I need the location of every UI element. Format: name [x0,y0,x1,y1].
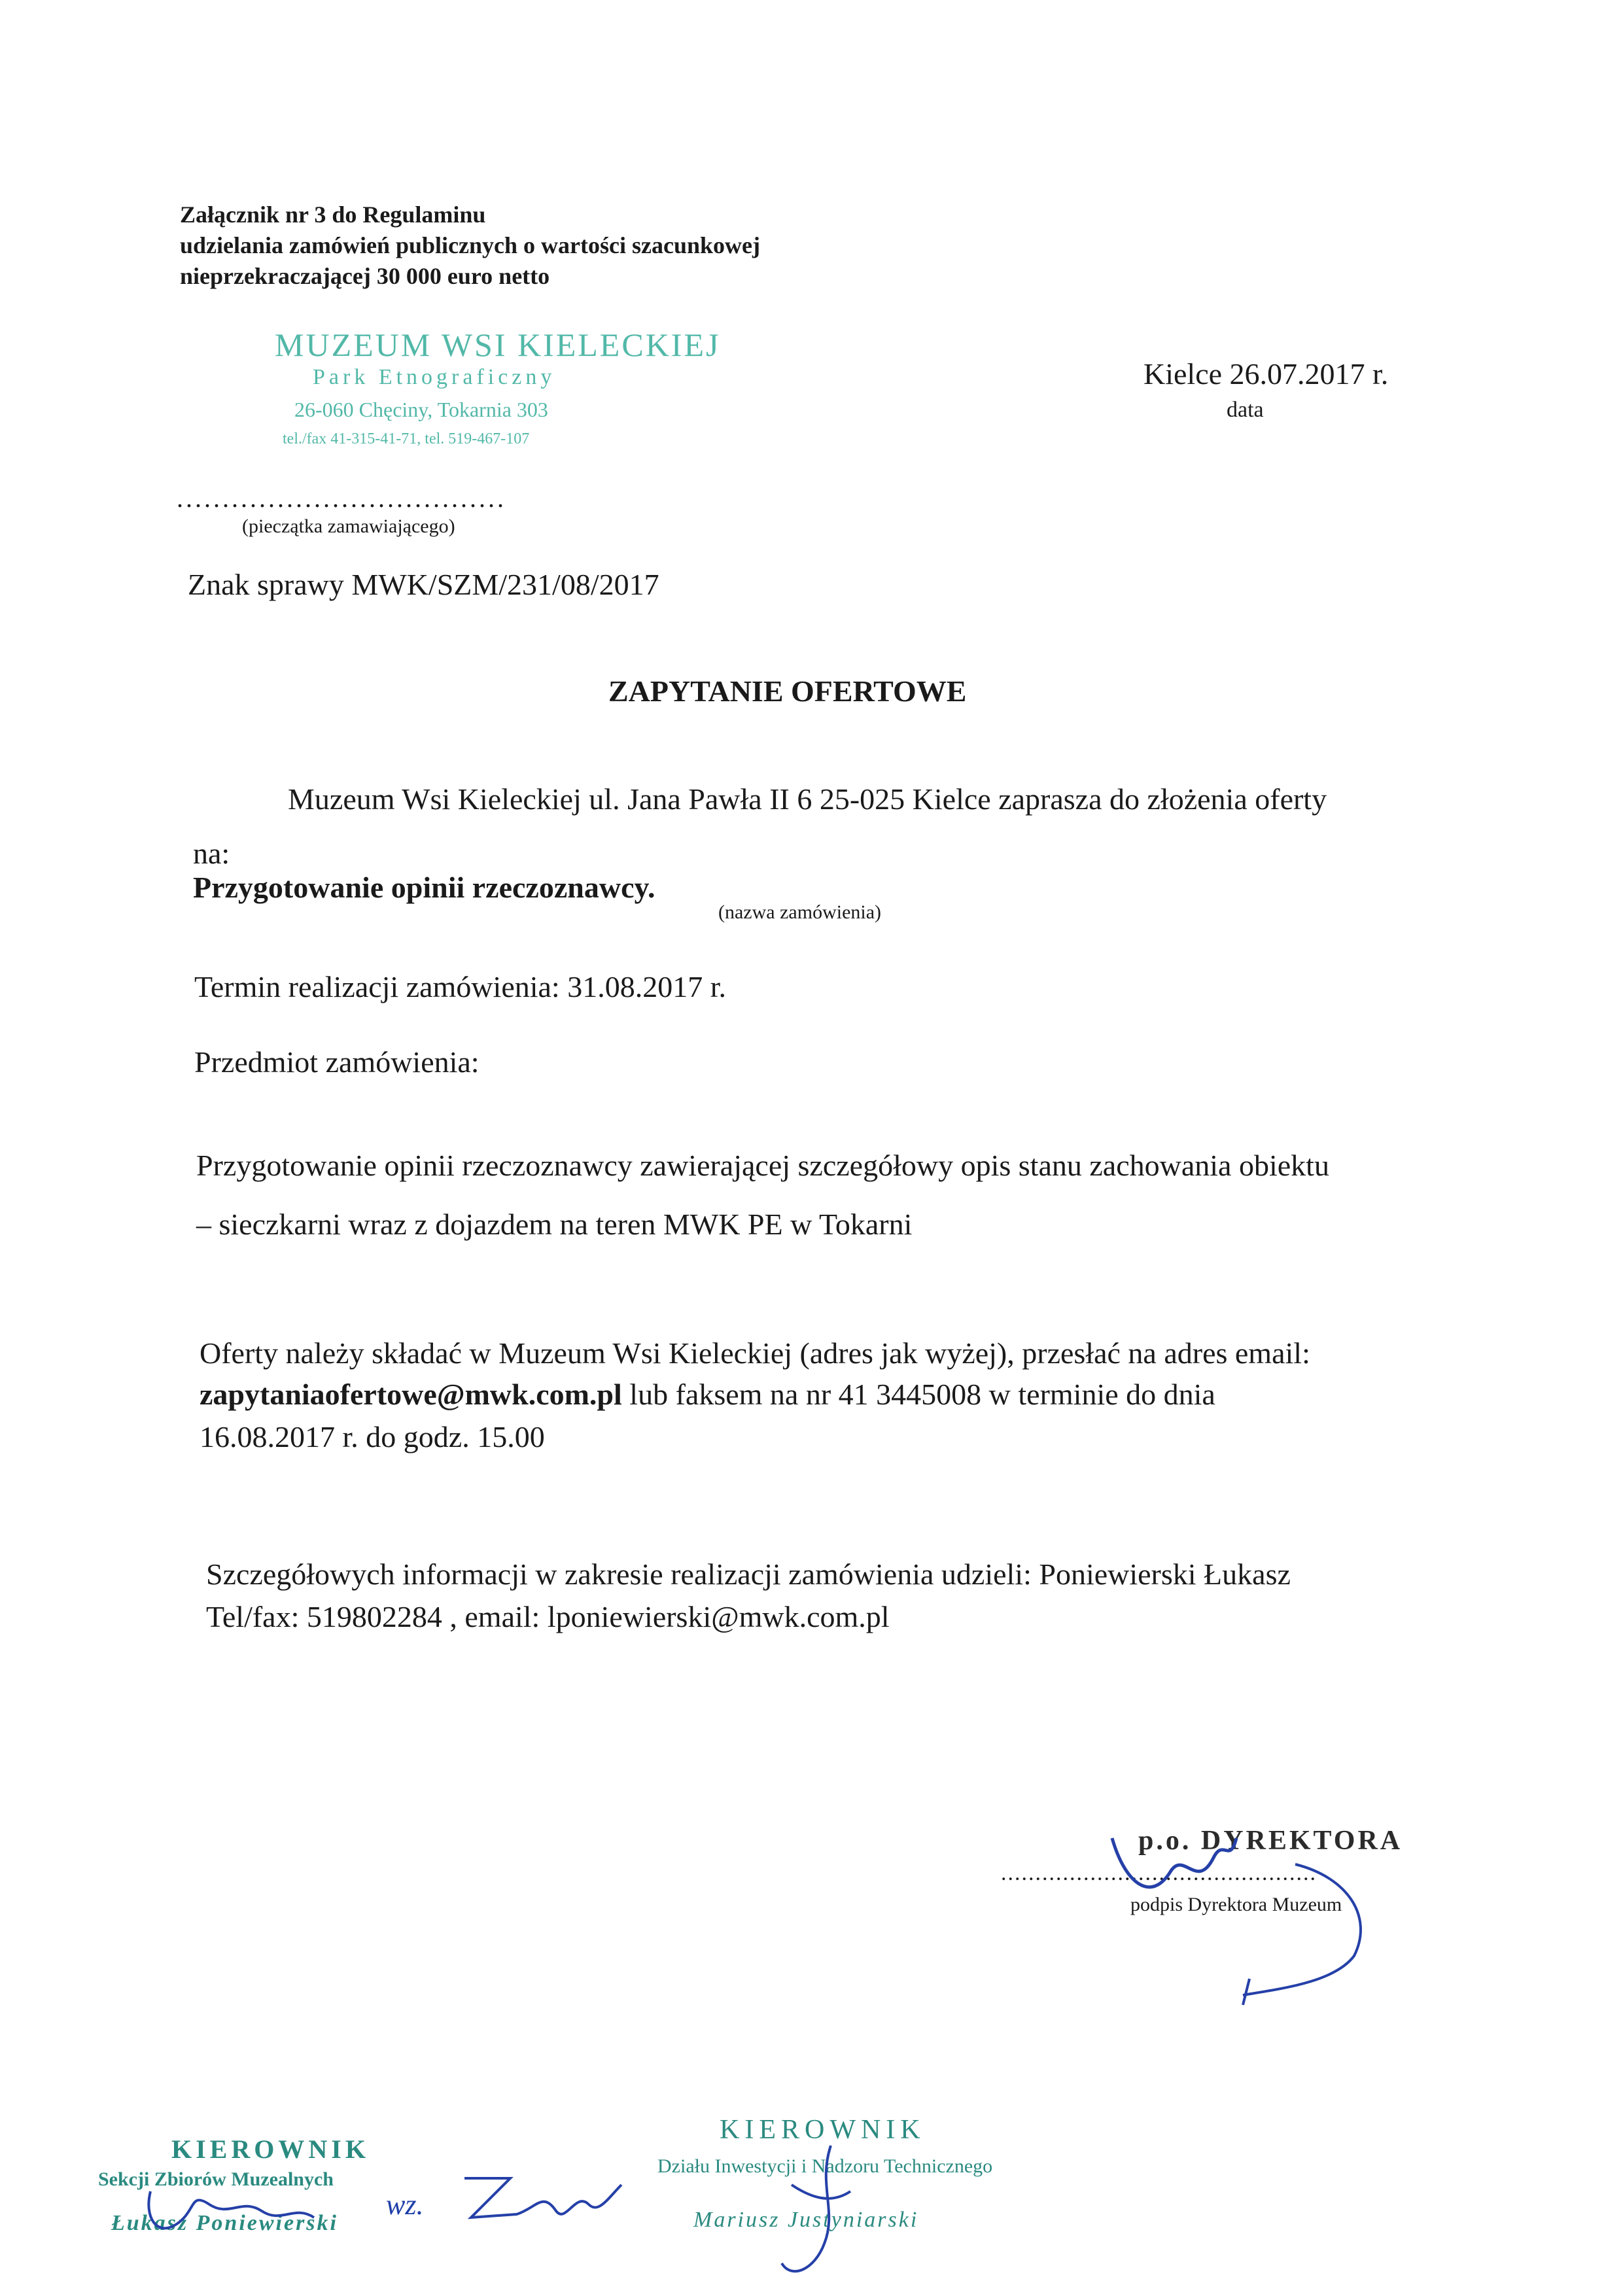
subject-heading: Przedmiot zamówienia: [194,1045,480,1079]
left-stamp-title: KIEROWNIK [171,2134,370,2164]
director-stamp: p.o. DYREKTORA [1138,1826,1403,1856]
offers-fax: lub faksem na nr 41 3445008 w terminie do dnia [621,1378,1215,1411]
contact-line-2: Tel/fax: 519802284 , email: lponiewierski@mwk.com.pl [206,1600,890,1633]
right-stamp-name: Mariusz Justyniarski [693,2208,919,2232]
document-date: Kielce 26.07.2017 r. [1143,357,1389,391]
left-stamp-unit: Sekcji Zbiorów Muzealnych [98,2168,334,2190]
stamp-caption: (pieczątka zamawiającego) [242,515,455,537]
middle-initials: wz. [386,2189,424,2221]
offers-line-2 [200,1377,1215,1412]
museum-stamp-phone: tel./fax 41-315-41-71, tel. 519-467-107 [283,430,530,447]
subject-line-2: – sieczkarni wraz z dojazdem na teren MWK PE w Tokarni [196,1208,913,1241]
order-name: Przygotowanie opinii rzeczoznawcy. [193,871,655,904]
left-stamp-name: Łukasz Poniewierski [111,2211,338,2235]
intro-line-2: na: [193,837,230,870]
header-line-2: udzielania zamówień publicznych o wartości szacunkowej [180,232,760,258]
order-name-caption: (nazwa zamówienia) [718,901,882,923]
stamp-dotted-line: .................................... [177,483,506,513]
offers-email[interactable]: zapytaniaofertowe@mwk.com.pl [200,1378,622,1411]
museum-stamp-address: 26-060 Chęciny, Tokarnia 303 [294,398,548,421]
museum-stamp-subtitle: Park Etnograficzny [313,365,556,389]
intro-line-1: Muzeum Wsi Kieleckiej ul. Jana Pawła II 6 25-025 Kielce zaprasza do złożenia oferty [288,782,1327,816]
right-signature [752,2132,883,2289]
museum-stamp-name: MUZEUM WSI KIELECKIEJ [275,326,721,363]
case-reference: Znak sprawy MWK/SZM/231/08/2017 [188,568,659,601]
offers-line-3: 16.08.2017 r. do godz. 15.00 [200,1420,545,1453]
director-dotted-line: .............................................. [1001,1861,1317,1885]
completion-deadline: Termin realizacji zamówienia: 31.08.2017 r. [194,970,726,1003]
director-signature [1099,1812,1400,2008]
right-stamp-unit: Działu Inwestycji i Nadzoru Technicznego [657,2155,993,2177]
offers-line-1: Oferty należy składać w Muzeum Wsi Kieleckiej (adres jak wyżej), przesłać na adres email: [200,1336,1310,1370]
middle-signature [451,2152,648,2237]
director-caption: podpis Dyrektora Muzeum [1130,1894,1342,1915]
document-title: ZAPYTANIE OFERTOWE [608,674,967,708]
header-line-3: nieprzekraczającej 30 000 euro netto [180,263,550,289]
date-caption: data [1227,398,1264,422]
contact-line-1: Szczegółowych informacji w zakresie realizacji zamówienia udzieli: Poniewierski Łukasz [206,1557,1291,1591]
left-signature [131,2178,353,2250]
header-line-1: Załącznik nr 3 do Regulaminu [180,201,486,228]
subject-line-1: Przygotowanie opinii rzeczoznawcy zawierającej szczegółowy opis stanu zachowania obiektu [196,1149,1329,1182]
right-stamp-title: KIEROWNIK [720,2115,926,2145]
